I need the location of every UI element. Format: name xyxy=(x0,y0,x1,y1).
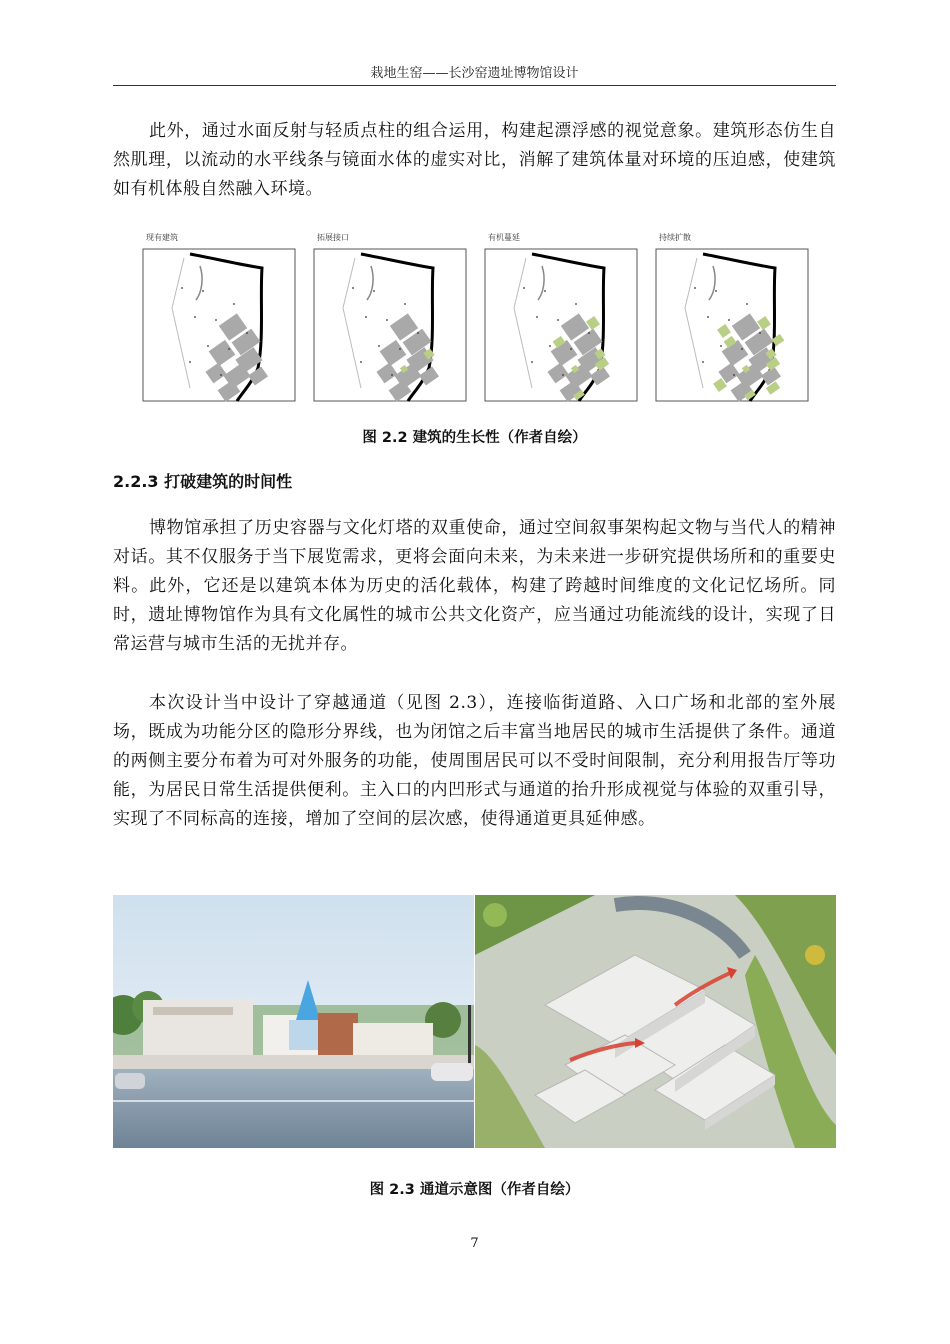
panel-label: 持续扩散 xyxy=(659,233,691,242)
figure-caption-2-2: 图 2.2 建筑的生长性（作者自绘） xyxy=(362,430,587,446)
panel-label: 拓展接口 xyxy=(317,233,349,242)
header-rule xyxy=(113,85,836,86)
site-plan-diagram xyxy=(655,248,809,402)
running-header: 栽地生窑——长沙窑遗址博物馆设计 xyxy=(370,66,579,81)
paragraph-2: 博物馆承担了历史容器与文化灯塔的双重使命，通过空间叙事架构起文物与当代人的精神对话。其不仅服务于当下展览需求，更将会面向未来，为未来进一步研究提供场所和的重要史料。此外，它还是以建筑本体为历史的活化载体，构建了跨越时间维度的文化记忆场所。同时，遗址博物馆作为具有文化属性的城市公共文化资产，应当通过功能流线的设计，实现了日常运营与城市生活的无扰并存。 xyxy=(113,518,836,654)
figure-caption-2-3: 图 2.3 通道示意图（作者自绘） xyxy=(369,1182,580,1198)
site-plan-diagram xyxy=(313,248,467,402)
street-view-render xyxy=(113,895,474,1148)
growth-panel-1 xyxy=(142,232,298,404)
section-heading: 2.2.3 打破建筑的时间性 xyxy=(113,472,293,491)
paragraph-1: 此外，通过水面反射与轻质点柱的组合运用，构建起漂浮感的视觉意象。建筑形态仿生自然肌理，以流动的水平线条与镜面水体的虚实对比，消解了建筑体量对环境的压迫感，使建筑如有机体般自然融入环境。 xyxy=(113,121,836,199)
page-number: 7 xyxy=(470,1236,479,1251)
panel-label: 有机蔓延 xyxy=(488,233,520,242)
growth-panel-2 xyxy=(313,232,469,404)
site-plan-diagram xyxy=(484,248,638,402)
aerial-view-render xyxy=(475,895,836,1148)
site-plan-diagram xyxy=(142,248,296,402)
growth-panel-4 xyxy=(655,232,811,404)
panel-label: 现有建筑 xyxy=(146,233,178,242)
growth-panel-3 xyxy=(484,232,640,404)
paragraph-3: 本次设计当中设计了穿越通道（见图 2.3），连接临街道路、入口广场和北部的室外展场，既成为功能分区的隐形分界线，也为闭馆之后丰富当地居民的城市生活提供了条件。通道的两侧主要分布着为可对外服务的功能，使周围居民可以不受时间限制，充分利用报告厅等功能，为居民日常生活提供便利。主入口的内凹形式与通道的抬升形成视觉与体验的双重引导，实现了不同标高的连接，增加了空间的层次感，使得通道更具延伸感。 xyxy=(113,693,836,829)
